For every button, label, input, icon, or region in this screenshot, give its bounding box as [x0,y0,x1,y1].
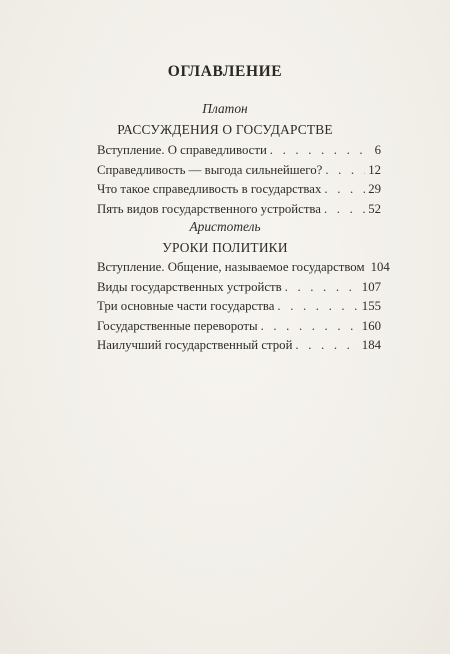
toc-entry-page: 12 [368,162,381,177]
section-work-title-aristotle: УРОКИ ПОЛИТИКИ [162,240,288,255]
toc-title: ОГЛАВЛЕНИЕ [167,63,283,80]
toc-entry-page: 6 [374,143,381,157]
toc-entry-page: 155 [361,299,381,313]
toc-entry-label: Вступление. О справедливости [97,143,267,157]
dot-leader [295,336,358,356]
toc-entries-aristotle [97,258,390,356]
dot-leader [261,317,359,337]
toc-entry[interactable] [97,161,381,181]
toc-entry[interactable] [97,200,381,220]
toc-entry-page: 107 [361,279,381,294]
toc-entry[interactable] [97,336,381,356]
toc-entry-label: Пять видов государственного устройства [97,201,321,216]
dot-leader [277,297,358,317]
toc-entry-page: 184 [361,338,381,352]
toc-entry-label: Вступление. Общение, называемое государством [97,260,365,274]
toc-entry-label: Справедливость — выгода сильнейшего? [97,162,323,177]
toc-entry[interactable] [97,141,381,161]
toc-entry[interactable] [97,278,381,298]
toc-entry-page: 104 [370,260,390,274]
toc-entry[interactable] [97,317,381,337]
dot-leader [325,161,365,181]
dot-leader [285,278,359,298]
dot-leader [324,200,365,220]
dot-leader [324,180,365,200]
toc-entry[interactable] [97,297,381,317]
toc-entry-page: 160 [361,318,381,333]
section-work-title-plato: РАССУЖДЕНИЯ О ГОСУДАРСТВЕ [117,122,333,137]
toc-entry-page: 52 [368,201,381,216]
toc-entry-label: Государственные перевороты [97,318,258,333]
dot-leader [270,141,372,161]
toc-entry-label: Наилучший государственный строй [97,338,293,352]
toc-entry[interactable] [97,180,381,200]
toc-entry-label: Что такое справедливость в государствах [97,182,322,196]
toc-entry-page: 29 [368,182,381,196]
toc-entry[interactable] [97,258,390,278]
toc-entries-plato [97,141,381,219]
toc-entry-label: Виды государственных устройств [97,279,282,294]
toc-entry-label: Три основные части государства [97,299,275,313]
section-author-aristotle: Аристотель [189,219,261,234]
section-author-plato: Платон [202,101,248,116]
